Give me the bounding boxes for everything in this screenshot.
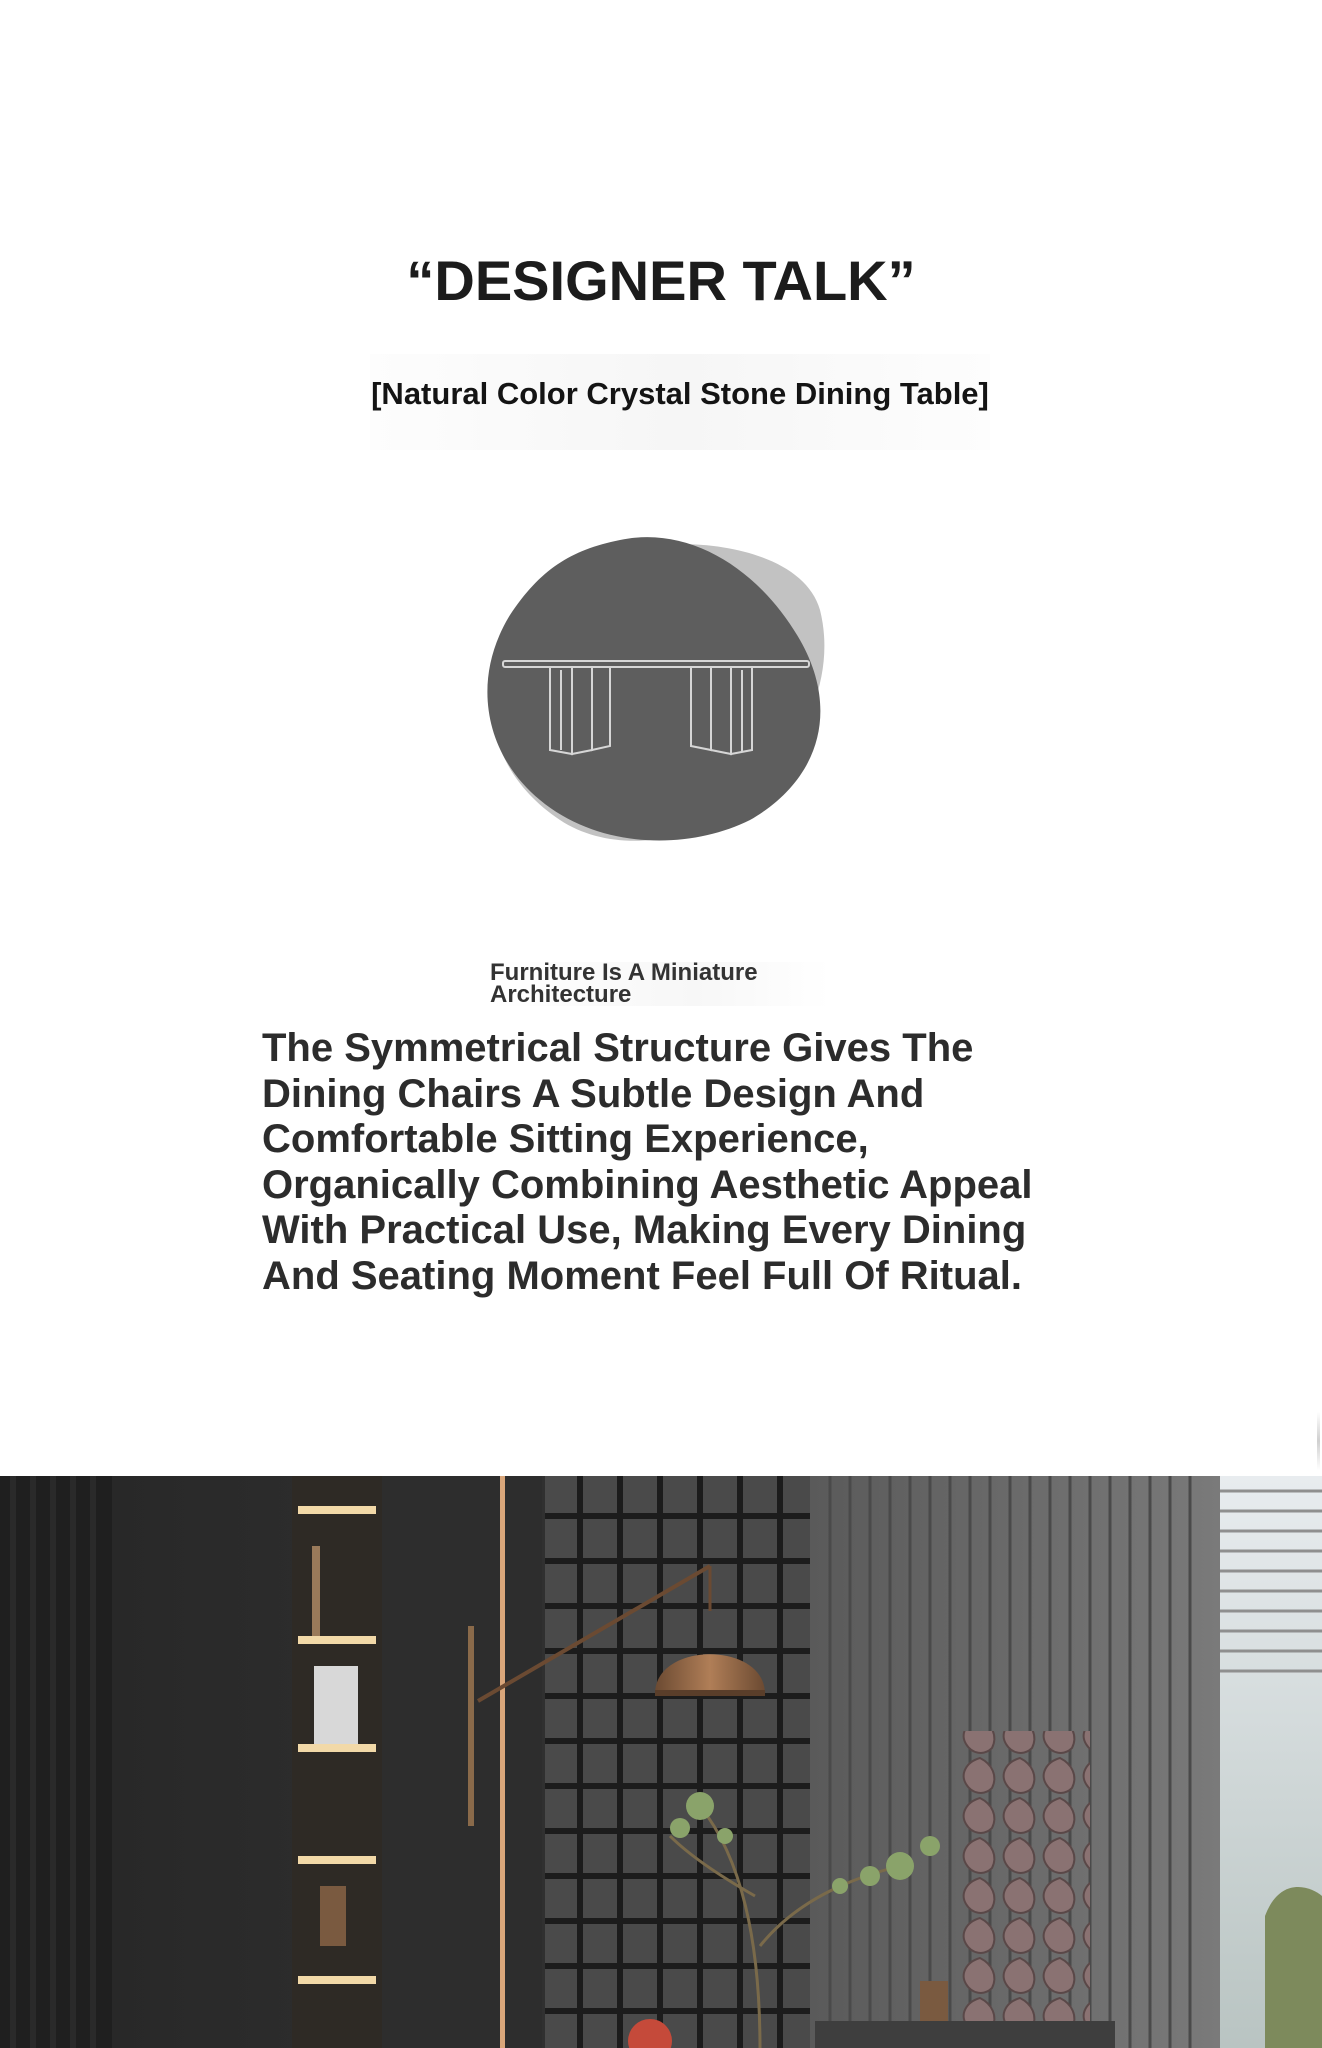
decor-figurine <box>920 1981 948 2021</box>
dining-table-icon <box>470 530 850 860</box>
window-blinds <box>1220 1476 1322 2048</box>
interior-photo <box>0 1476 1322 2048</box>
product-title: [Natural Color Crystal Stone Dining Table] <box>370 354 990 450</box>
light-strip <box>500 1476 505 2048</box>
grid-panel-wall <box>545 1476 810 2048</box>
subtitle-line: Architecture <box>490 981 632 1008</box>
dining-room-scene <box>0 1476 1322 2048</box>
subtitle-line: Furniture Is A Miniature <box>490 959 758 986</box>
cabinet-handle <box>468 1626 474 1826</box>
description-line: Organically Combining Aesthetic Appeal <box>262 1162 1033 1207</box>
quilted-wall-panel <box>960 1731 1090 2031</box>
wall-cabinet <box>382 1476 542 2048</box>
lit-shelf-unit <box>292 1476 382 2048</box>
subtitle <box>490 959 830 1008</box>
description-line: Comfortable Sitting Experience, <box>262 1117 869 1161</box>
description-line: With Practical Use, Making Every Dining <box>262 1208 1027 1252</box>
description-line: And Seating Moment Feel Full Of Ritual. <box>262 1253 1023 1298</box>
designer-talk-headline: “DESIGNER TALK” <box>406 249 916 312</box>
table-illustration <box>470 530 850 860</box>
description-paragraph <box>262 1026 1072 1299</box>
description-line: Dining Chairs A Subtle Design And <box>262 1071 925 1116</box>
edge-divider <box>1317 1412 1320 1470</box>
sideboard <box>815 2021 1115 2048</box>
description-line: The Symmetrical Structure Gives The <box>262 1026 974 1070</box>
left-slat-wall <box>0 1476 112 2048</box>
